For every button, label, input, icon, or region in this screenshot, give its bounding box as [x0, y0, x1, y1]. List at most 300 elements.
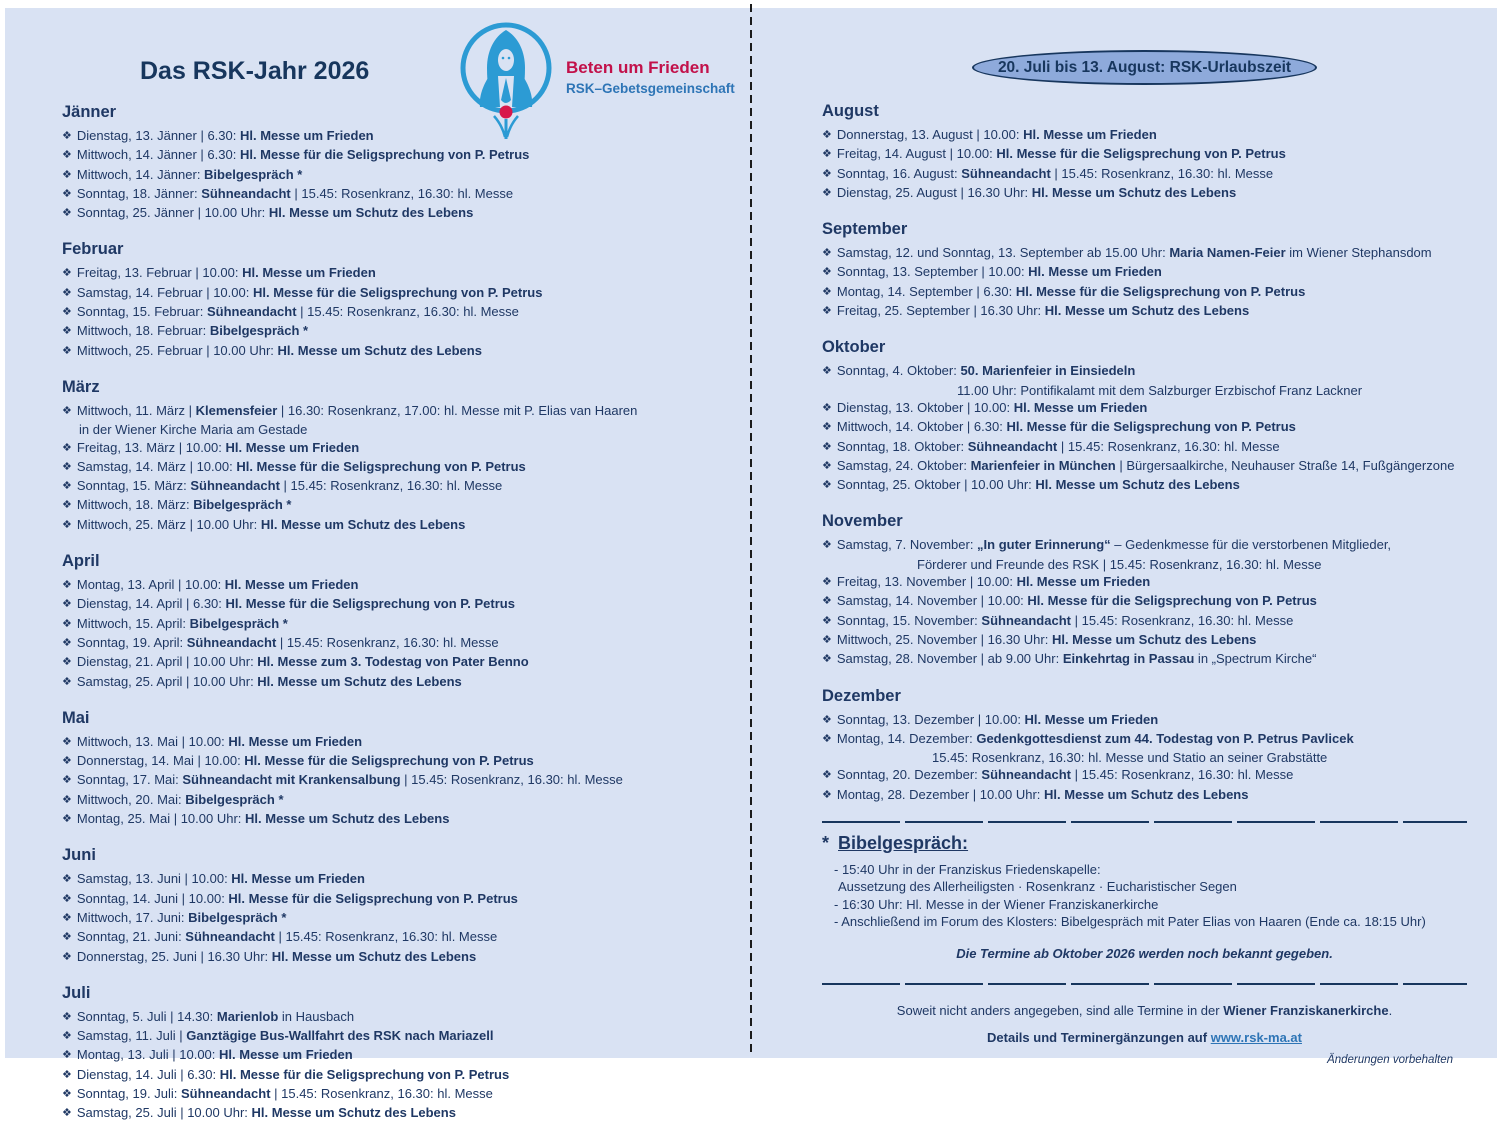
event-text: Dienstag, 14. Juli | 6.30: [76, 1066, 220, 1082]
event-emphasis-text: Hl. Messe um Frieden [1013, 399, 1148, 415]
event-text: Donnerstag, 13. August | 10.00: [836, 127, 1024, 142]
event-text: Montag, 13. April | 10.00: [76, 577, 225, 593]
event-line [62, 595, 752, 614]
event-emphasis-text: Bibelgespräch * [189, 615, 288, 631]
diamond-bullet-icon: ❖ [822, 186, 832, 199]
event-line [62, 284, 752, 303]
changes-reserved-note: Änderungen vorbehalten [1327, 1053, 1453, 1066]
event-line [62, 1046, 752, 1065]
diamond-bullet-icon: ❖ [62, 755, 72, 768]
event-text: Dienstag, 21. April | 10.00 Uhr: [76, 654, 258, 670]
event-emphasis-text: Hl. Messe um Schutz des Lebens [1044, 303, 1250, 319]
vacation-badge: 20. Juli bis 13. August: RSK-Urlaubszeit [972, 50, 1317, 85]
event-emphasis-text: Hl. Messe um Frieden [225, 439, 360, 455]
diamond-bullet-icon: ❖ [62, 636, 72, 649]
event-text: Freitag, 13. November | 10.00: [836, 574, 1017, 590]
diamond-bullet-icon: ❖ [822, 305, 832, 318]
event-line [62, 496, 752, 515]
footnote-list [822, 861, 1467, 931]
event-text: | 15.45: Rosenkranz, 16.30: hl. Messe [279, 478, 503, 494]
diamond-bullet-icon: ❖ [822, 732, 832, 745]
event-emphasis-text: Hl. Messe um Frieden [231, 871, 365, 887]
diamond-bullet-icon: ❖ [62, 1107, 72, 1120]
month-september [822, 220, 1467, 321]
event-line [62, 909, 752, 928]
event-emphasis-text: Hl. Messe für die Seligsprechung von P. Petrus [219, 1066, 510, 1082]
event-emphasis-text: Hl. Messe um Frieden [219, 1047, 353, 1063]
event-text: Sonntag, 20. Dezember: [836, 767, 982, 783]
event-emphasis-text: Wiener Franziskanerkirche [1223, 1002, 1389, 1018]
event-line [822, 573, 1467, 592]
event-line [822, 126, 1467, 145]
diamond-bullet-icon: ❖ [62, 286, 72, 299]
event-text: Sonntag, 18. Jänner: [76, 185, 202, 201]
diamond-bullet-icon: ❖ [62, 774, 72, 787]
event-text: Dienstag, 14. April | 6.30: [76, 596, 226, 612]
diamond-bullet-icon: ❖ [62, 518, 72, 531]
event-line [822, 263, 1467, 282]
event-emphasis-text: Maria Namen-Feier [1169, 245, 1286, 261]
event-emphasis-text: „In guter Erinnerung“ [977, 537, 1111, 553]
month-november [822, 512, 1467, 669]
month-heading: November [822, 512, 903, 531]
event-emphasis-text: Sühneandacht mit Krankensalbung [182, 772, 401, 788]
event-text: Samstag, 25. April | 10.00 Uhr: [76, 673, 258, 689]
diamond-bullet-icon: ❖ [822, 633, 832, 646]
event-line [62, 1027, 752, 1046]
event-emphasis-text: Hl. Messe um Schutz des Lebens [1035, 477, 1240, 493]
event-emphasis-text: Hl. Messe zum 3. Todestag von Pater Benno [257, 654, 529, 670]
event-text: Dienstag, 13. Oktober | 10.00: [836, 399, 1014, 415]
diamond-bullet-icon: ❖ [62, 873, 72, 886]
diamond-bullet-icon: ❖ [822, 401, 832, 414]
event-line [62, 752, 752, 771]
event-emphasis-text: Bibelgespräch * [209, 323, 309, 339]
diamond-bullet-icon: ❖ [62, 207, 72, 220]
event-emphasis-text: Hl. Messe für die Seligsprechung von P. Petrus [228, 890, 518, 906]
event-line [62, 1008, 752, 1027]
event-continuation-line [822, 556, 1467, 573]
diamond-bullet-icon: ❖ [62, 950, 72, 963]
event-text: Freitag, 14. August | 10.00: [836, 146, 997, 162]
event-text: Sonntag, 17. Mai: [76, 772, 183, 788]
event-emphasis-text: Hl. Messe um Schutz des Lebens [277, 342, 482, 358]
month-heading: September [822, 220, 908, 239]
diamond-bullet-icon: ❖ [62, 325, 72, 338]
event-line [62, 322, 752, 341]
asterisk-marker: * [822, 833, 835, 854]
event-text: Sonntag, 18. Oktober: [836, 438, 968, 454]
diamond-bullet-icon: ❖ [62, 480, 72, 493]
event-text: Samstag, 13. Juni | 10.00: [76, 871, 232, 887]
diamond-bullet-icon: ❖ [822, 440, 832, 453]
separator-line-top [822, 821, 1467, 823]
event-text: Samstag, 14. März | 10.00: [76, 458, 237, 474]
event-text: in der Wiener Kirche Maria am Gestade [79, 422, 308, 438]
event-text: Samstag, 11. Juli | [76, 1028, 187, 1044]
event-text: Samstag, 12. und Sonntag, 13. September ab 15.00 Uhr: [836, 245, 1170, 261]
event-text: Sonntag, 13. Dezember | 10.00: [836, 711, 1025, 727]
event-text: Sonntag, 25. Oktober | 10.00 Uhr: [836, 477, 1036, 493]
right-months-list [822, 102, 1467, 805]
event-text: Mittwoch, 25. November | 16.30 Uhr: [836, 631, 1052, 647]
diamond-bullet-icon: ❖ [62, 344, 72, 357]
month-heading: Oktober [822, 338, 886, 357]
event-text: Dienstag, 13. Jänner | 6.30: [76, 128, 240, 143]
diamond-bullet-icon: ❖ [822, 653, 832, 666]
separator-line-bottom [822, 983, 1467, 985]
event-emphasis-text: Hl. Messe um Frieden [1023, 127, 1157, 142]
event-emphasis-text: Hl. Messe um Frieden [228, 733, 363, 749]
event-line [822, 631, 1467, 650]
event-line [62, 615, 752, 634]
diamond-bullet-icon: ❖ [62, 598, 72, 611]
event-emphasis-text: Hl. Messe um Schutz des Lebens [245, 811, 450, 827]
event-text: | 15.45: Rosenkranz, 16.30: hl. Messe [1057, 438, 1280, 454]
diamond-bullet-icon: ❖ [822, 614, 832, 627]
event-emphasis-text: Hl. Messe für die Seligsprechung von P. Petrus [252, 284, 543, 300]
logo-motto: Beten um Frieden [566, 58, 710, 77]
event-text: | 15.45: Rosenkranz, 16.30: hl. Messe [274, 929, 498, 945]
diamond-bullet-icon: ❖ [62, 168, 72, 181]
bibelgespraech-title: Bibelgespräch: [838, 833, 969, 854]
event-emphasis-text: Hl. Messe um Schutz des Lebens [1031, 184, 1237, 200]
event-line [822, 730, 1467, 749]
diamond-bullet-icon: ❖ [822, 769, 832, 782]
event-text: in „Spectrum Kirche“ [1194, 651, 1317, 667]
event-text: Sonntag, 19. April: [76, 634, 187, 650]
event-text: Montag, 14. Dezember: [836, 730, 977, 746]
event-text: Mittwoch, 14. Oktober | 6.30: [836, 419, 1007, 435]
event-emphasis-text: Hl. Messe um Schutz des Lebens [1044, 786, 1249, 802]
event-line [62, 146, 752, 165]
event-line [822, 418, 1467, 437]
event-emphasis-text: Sühneandacht [185, 929, 275, 945]
diamond-bullet-icon: ❖ [822, 247, 832, 260]
event-text: Mittwoch, 18. Februar: [76, 323, 210, 339]
event-text: Donnerstag, 14. Mai | 10.00: [76, 753, 245, 769]
event-text: Sonntag, 15. März: [76, 478, 191, 494]
month-heading: April [62, 552, 100, 571]
diamond-bullet-icon: ❖ [62, 460, 72, 473]
event-line [822, 766, 1467, 785]
event-text: Mittwoch, 11. März | [76, 402, 196, 418]
event-line [822, 165, 1467, 184]
event-line [62, 185, 752, 204]
diamond-bullet-icon: ❖ [822, 576, 832, 589]
month-heading: Dezember [822, 686, 901, 705]
event-line [62, 576, 752, 595]
diamond-bullet-icon: ❖ [62, 579, 72, 592]
event-emphasis-text: Hl. Messe um Frieden [224, 577, 359, 593]
event-line [62, 928, 752, 947]
event-line [62, 204, 752, 223]
event-text: Soweit nicht anders angegeben, sind alle Termine in der [896, 1002, 1224, 1018]
diamond-bullet-icon: ❖ [62, 149, 72, 162]
diamond-bullet-icon: ❖ [822, 129, 832, 141]
event-text: Sonntag, 19. Juli: [76, 1085, 181, 1101]
event-emphasis-text: Hl. Messe um Schutz des Lebens [268, 205, 474, 221]
event-text: Samstag, 24. Oktober: [836, 457, 971, 473]
event-text: Sonntag, 15. November: [836, 612, 982, 628]
event-text: Förderer und Freunde des RSK | 15.45: Rosenkranz, 16.30: hl. Messe [917, 556, 1322, 572]
left-months-list [62, 103, 752, 1124]
event-line [62, 653, 752, 672]
diamond-bullet-icon: ❖ [822, 713, 832, 726]
event-text: Samstag, 7. November: [836, 537, 978, 553]
event-text: Mittwoch, 25. Februar | 10.00 Uhr: [76, 342, 278, 358]
event-continuation-line [822, 382, 1467, 399]
event-text: Samstag, 14. Februar | 10.00: [76, 284, 253, 300]
diamond-bullet-icon: ❖ [62, 306, 72, 319]
event-text: Sonntag, 21. Juni: [76, 929, 186, 945]
event-emphasis-text: Marienlob [216, 1008, 279, 1024]
event-line [62, 634, 752, 653]
month-dezember [822, 687, 1467, 805]
event-emphasis-text: Ganztägige Bus-Wallfahrt des RSK nach Mariazell [186, 1028, 494, 1044]
event-text: Freitag, 13. März | 10.00: [76, 439, 226, 455]
month-februar [62, 240, 752, 360]
diamond-bullet-icon: ❖ [822, 788, 832, 801]
event-text: Dienstag, 25. August | 16.30 Uhr: [836, 184, 1032, 200]
event-line [62, 673, 752, 692]
event-text: Sonntag, 4. Oktober: [836, 363, 961, 379]
event-text: | 15.45: Rosenkranz, 16.30: hl. Messe [270, 1085, 493, 1101]
event-emphasis-text: Sühneandacht [201, 185, 291, 201]
event-emphasis-text: Sühneandacht [967, 438, 1058, 454]
event-line [822, 536, 1467, 555]
event-line [62, 402, 752, 421]
event-line [62, 458, 752, 477]
event-text: Samstag, 25. Juli | 10.00 Uhr: [76, 1105, 252, 1121]
event-text: Sonntag, 25. Jänner | 10.00 Uhr: [76, 205, 269, 221]
event-text: Montag, 28. Dezember | 10.00 Uhr: [836, 786, 1045, 802]
event-line [62, 516, 752, 535]
event-emphasis-text: Klemensfeier [195, 402, 278, 418]
diamond-bullet-icon: ❖ [62, 931, 72, 944]
event-line [62, 1066, 752, 1085]
event-text: Sonntag, 13. September | 10.00: [836, 264, 1029, 280]
left-page [62, 0, 752, 1124]
event-line [62, 771, 752, 790]
event-emphasis-text: Hl. Messe um Schutz des Lebens [251, 1105, 456, 1121]
event-emphasis-text: Bibelgespräch * [193, 497, 292, 513]
diamond-bullet-icon: ❖ [62, 441, 72, 454]
event-continuation-line [62, 421, 752, 438]
footer-details-line [822, 1030, 1467, 1045]
event-emphasis-text: Hl. Messe für die Seligsprechung von P. Petrus [236, 458, 526, 474]
month-mai [62, 709, 752, 829]
termine-notice: Die Termine ab Oktober 2026 werden noch bekannt gegeben. [956, 945, 1333, 961]
event-emphasis-text: Bibelgespräch * [204, 166, 303, 182]
event-line [822, 244, 1467, 263]
event-text: Sonntag, 5. Juli | 14.30: [76, 1008, 217, 1024]
diamond-bullet-icon: ❖ [62, 130, 72, 142]
event-emphasis-text: Sühneandacht [180, 1085, 271, 1101]
event-emphasis-text: Sühneandacht [206, 304, 297, 320]
footnote-line: - 16:30 Uhr: Hl. Messe in der Wiener Franziskanerkirche [834, 896, 1159, 912]
event-emphasis-text: Bibelgespräch * [188, 909, 287, 925]
event-line [62, 264, 752, 283]
month-heading: Juli [62, 983, 91, 1002]
event-emphasis-text: Hl. Messe für die Seligsprechung von P. Petrus [239, 147, 530, 163]
event-line [62, 1085, 752, 1104]
diamond-bullet-icon: ❖ [62, 404, 72, 417]
footnote-line: - 15:40 Uhr in der Franziskus Friedenskapelle: [834, 862, 1101, 878]
event-emphasis-text: Hl. Messe um Frieden [239, 128, 374, 143]
diamond-bullet-icon: ❖ [62, 813, 72, 826]
month-heading: Mai [62, 708, 90, 727]
month-heading: Jänner [62, 103, 117, 121]
bibelgespraech-heading [822, 833, 1467, 854]
month-juni [62, 846, 752, 966]
event-line [62, 733, 752, 752]
event-line [822, 476, 1467, 495]
event-emphasis-text: Hl. Messe um Schutz des Lebens [257, 673, 462, 689]
logo-subtitle: RSK–Gebetsgemeinschaft [566, 81, 735, 96]
event-text: Freitag, 25. September | 16.30 Uhr: [836, 303, 1045, 319]
event-emphasis-text: Einkehrtag in Passau [1062, 651, 1195, 667]
event-line [822, 457, 1467, 476]
event-text: Montag, 13. Juli | 10.00: [76, 1047, 220, 1063]
event-text: | 15.45: Rosenkranz, 16.30: hl. Messe [1070, 612, 1294, 628]
event-text: | 15.45: Rosenkranz, 16.30: hl. Messe [276, 634, 499, 650]
event-line [62, 303, 752, 322]
event-text: in Hausbach [278, 1008, 355, 1024]
diamond-bullet-icon: ❖ [62, 1030, 72, 1043]
event-emphasis-text: Hl. Messe um Frieden [1028, 264, 1162, 280]
event-line [62, 810, 752, 829]
event-text: Montag, 14. September | 6.30: [836, 283, 1016, 299]
event-emphasis-text: Bibelgespräch * [185, 791, 284, 807]
event-emphasis-text: Hl. Messe für die Seligsprechung von P. Petrus [225, 596, 515, 612]
event-emphasis-text: Hl. Messe für die Seligsprechung von P. Petrus [244, 753, 534, 769]
event-text: Sonntag, 16. August: [836, 165, 962, 181]
event-emphasis-text: Sühneandacht [981, 767, 1071, 783]
event-line [822, 283, 1467, 302]
event-text: . [1388, 1002, 1393, 1018]
event-line [62, 870, 752, 889]
event-text: Sonntag, 14. Juni | 10.00: [76, 890, 229, 906]
madonna-logo-icon [458, 20, 554, 140]
event-line [822, 592, 1467, 611]
event-text: Montag, 25. Mai | 10.00 Uhr: [76, 811, 246, 827]
event-text: im Wiener Stephansdom [1285, 245, 1432, 261]
event-line [62, 948, 752, 967]
event-text: | 15.45: Rosenkranz, 16.30: hl. Messe [1070, 767, 1294, 783]
event-emphasis-text: Hl. Messe um Frieden [1016, 574, 1151, 590]
diamond-bullet-icon: ❖ [822, 167, 832, 180]
event-line [822, 438, 1467, 457]
event-line [62, 342, 752, 361]
event-text: Mittwoch, 17. Juni: [76, 909, 189, 925]
diamond-bullet-icon: ❖ [62, 499, 72, 512]
page-title: Das RSK-Jahr 2026 [140, 57, 370, 85]
event-line [822, 302, 1467, 321]
month-maerz [62, 378, 752, 535]
event-line [62, 166, 752, 185]
diamond-bullet-icon: ❖ [62, 1010, 72, 1023]
month-heading: Februar [62, 240, 124, 259]
event-line [62, 439, 752, 458]
month-heading: Juni [62, 846, 96, 865]
event-text: Mittwoch, 20. Mai: [76, 791, 186, 807]
event-emphasis-text: Hl. Messe um Frieden [1024, 711, 1159, 727]
month-heading: März [62, 377, 100, 396]
event-emphasis-text: Hl. Messe für die Seligsprechung von P. Petrus [1006, 419, 1296, 435]
diamond-bullet-icon: ❖ [62, 1068, 72, 1081]
diamond-bullet-icon: ❖ [822, 459, 832, 472]
event-text: Mittwoch, 14. Jänner: [76, 166, 205, 182]
footer-location-note [822, 1003, 1467, 1018]
event-text: | 15.45: Rosenkranz, 16.30: hl. Messe [296, 304, 519, 320]
event-line [822, 362, 1467, 381]
diamond-bullet-icon: ❖ [822, 479, 832, 492]
event-text: | 15.45: Rosenkranz, 16.30: hl. Messe [290, 185, 514, 201]
event-line [62, 477, 752, 496]
diamond-bullet-icon: ❖ [62, 187, 72, 200]
event-text: Samstag, 14. November | 10.00: [836, 593, 1028, 609]
event-text: | 15.45: Rosenkranz, 16.30: hl. Messe [1050, 165, 1274, 181]
event-emphasis-text: Gedenkgottesdienst zum 44. Todestag von P. Petrus Pavlicek [976, 730, 1354, 746]
diamond-bullet-icon: ❖ [822, 365, 832, 378]
month-oktober [822, 338, 1467, 495]
event-text: Mittwoch, 25. März | 10.00 Uhr: [76, 516, 261, 532]
event-continuation-line [822, 749, 1467, 766]
diamond-bullet-icon: ❖ [62, 911, 72, 924]
footnote-line: - Anschließend im Forum des Klosters: Bibelgespräch mit Pater Elias von Haaren (Ende ca. 18:15 Uhr) [834, 914, 1426, 930]
event-text: Sonntag, 15. Februar: [76, 304, 207, 320]
footer-details-prefix: Details und Terminergänzungen auf [987, 1029, 1211, 1045]
diamond-bullet-icon: ❖ [62, 1087, 72, 1100]
event-emphasis-text: Hl. Messe für die Seligsprechung von P. Petrus [1015, 283, 1306, 299]
diamond-bullet-icon: ❖ [822, 148, 832, 161]
rsk-website-link[interactable]: www.rsk-ma.at [1210, 1029, 1302, 1045]
event-text: Mittwoch, 18. März: [76, 497, 194, 513]
event-emphasis-text: Hl. Messe für die Seligsprechung von P. Petrus [1027, 593, 1317, 609]
event-line [822, 786, 1467, 805]
diamond-bullet-icon: ❖ [62, 656, 72, 669]
event-line [822, 145, 1467, 164]
event-emphasis-text: Sühneandacht [190, 478, 280, 494]
event-line [822, 650, 1467, 669]
event-text: Mittwoch, 15. April: [76, 615, 190, 631]
event-text: | 15.45: Rosenkranz, 16.30: hl. Messe [400, 772, 623, 788]
diamond-bullet-icon: ❖ [822, 285, 832, 298]
diamond-bullet-icon: ❖ [62, 1049, 72, 1062]
event-text: Samstag, 28. November | ab 9.00 Uhr: [836, 651, 1063, 667]
month-august [822, 102, 1467, 203]
right-page [822, 0, 1467, 1066]
event-emphasis-text: Sühneandacht [981, 612, 1071, 628]
event-emphasis-text: Hl. Messe um Frieden [242, 265, 376, 281]
rsk-logo [458, 20, 735, 140]
diamond-bullet-icon: ❖ [62, 617, 72, 630]
event-emphasis-text: Hl. Messe für die Seligsprechung von P. Petrus [996, 146, 1286, 162]
event-line [822, 184, 1467, 203]
event-text: Donnerstag, 25. Juni | 16.30 Uhr: [76, 948, 272, 964]
event-text: Freitag, 13. Februar | 10.00: [76, 265, 243, 281]
event-text: Mittwoch, 14. Jänner | 6.30: [76, 147, 240, 163]
event-emphasis-text: Sühneandacht [961, 165, 1051, 181]
event-text: Mittwoch, 13. Mai | 10.00: [76, 733, 229, 749]
month-heading: August [822, 102, 879, 120]
diamond-bullet-icon: ❖ [822, 539, 832, 552]
event-text: | 16.30: Rosenkranz, 17.00: hl. Messe mit P. Elias van Haaren [277, 402, 638, 418]
diamond-bullet-icon: ❖ [62, 735, 72, 748]
month-april [62, 552, 752, 692]
event-emphasis-text: Marienfeier in München [970, 457, 1116, 473]
